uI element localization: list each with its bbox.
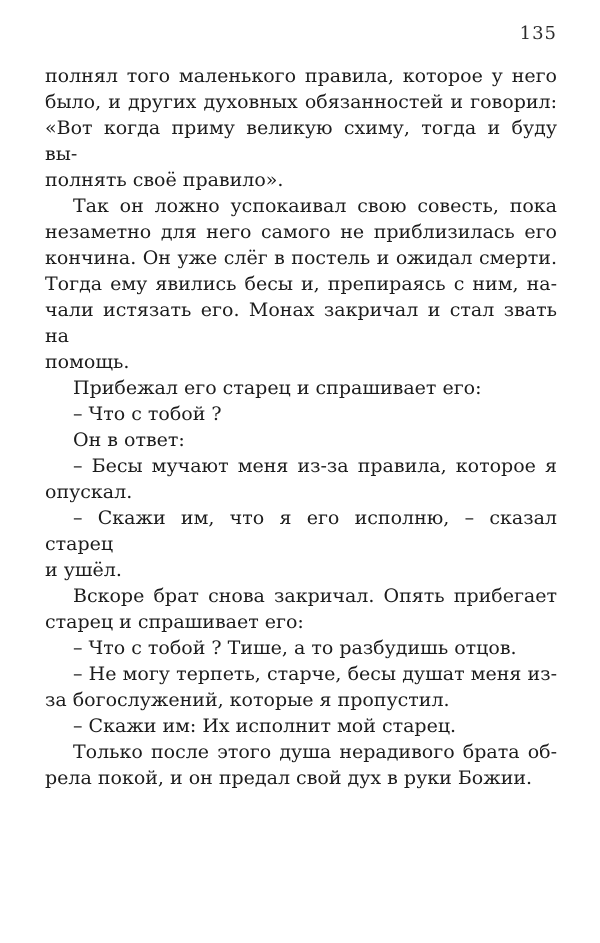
text-line: незаметно для него самого не приблизилась его [45,221,557,243]
text-line: Вскоре брат снова закричал. Опять прибегает [73,585,557,607]
text-line: было, и других духовных обязанностей и говорил: [45,91,557,113]
text-line: Прибежал его старец и спрашивает его: [73,377,482,399]
text-line: «Вот когда приму великую схиму, тогда и буду вы- [45,117,557,165]
text-line: Только после этого душа нерадивого брата об- [73,741,557,763]
text-line: чали истязать его. Монах закричал и стал звать на [45,299,557,347]
text-line: – Скажи им: Их исполнит мой старец. [73,715,457,737]
text-line: Тогда ему явились бесы и, препираясь с ним, на- [45,273,557,295]
text-line: – Что с тобой ? Тише, а то разбудишь отцов. [73,637,517,659]
text-line: помощь. [45,351,130,373]
text-line: за богослужений, которые я пропустил. [45,689,450,711]
text-line: – Не могу терпеть, старче, бесы душат меня из- [73,663,557,685]
text-line: и ушёл. [45,559,122,581]
page-number: 135 [519,23,557,44]
text-line: Он в ответ: [73,429,185,451]
text-line: – Что с тобой ? [73,403,222,425]
text-line: рела покой, и он предал свой дух в руки Божии. [45,767,533,789]
page-text [45,63,557,791]
text-line: Так он ложно успокаивал свою совесть, пока [73,195,557,217]
text-line: опускал. [45,481,133,503]
text-line: полнял того маленького правила, которое у него [45,65,557,87]
text-line: полнять своё правило». [45,169,284,191]
text-line: старец и спрашивает его: [45,611,304,633]
text-line: – Бесы мучают меня из-за правила, которое я [73,455,557,477]
text-line: – Скажи им, что я его исполню, – сказал старец [45,507,557,555]
text-line: кончина. Он уже слёг в постель и ожидал смерти. [45,247,557,269]
